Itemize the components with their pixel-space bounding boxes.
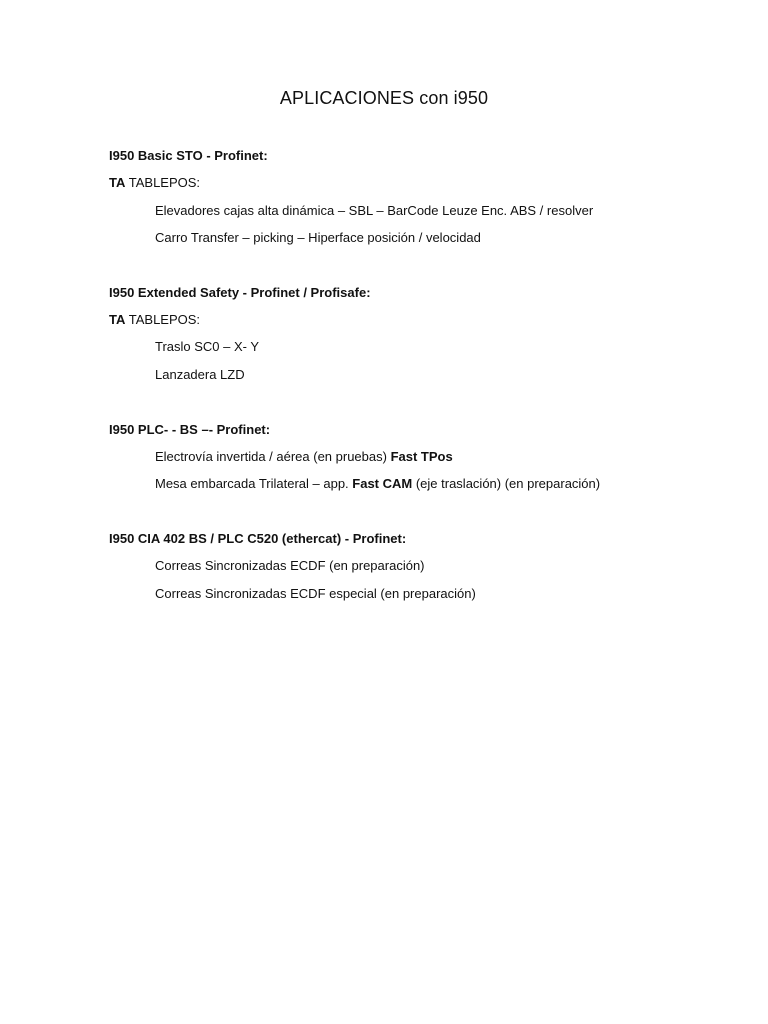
list-item-text: Mesa embarcada Trilateral – app. [155, 476, 353, 491]
page-title: APLICACIONES con i950 [279, 88, 489, 108]
list-item [155, 229, 481, 247]
group-label-tablepos [109, 311, 200, 329]
list-item-text-after: (eje traslación) (en preparación) [412, 476, 601, 491]
list-item-text: Correas Sincronizadas ECDF (en preparación) [155, 558, 425, 573]
section-heading-plc-bs [109, 421, 270, 439]
list-item [155, 475, 600, 493]
list-item-text: Elevadores cajas alta dinámica – SBL – BarCode Leuze Enc. ABS / resolver [155, 203, 594, 218]
list-item-text: Lanzadera LZD [155, 367, 245, 382]
group-label-bold: TA [109, 175, 126, 190]
list-item [155, 202, 593, 220]
list-item-bold: Fast CAM [352, 476, 413, 491]
list-item [155, 338, 259, 356]
section-heading-text: I950 PLC- - BS –- Profinet: [109, 422, 271, 437]
group-label-rest: TABLEPOS: [125, 312, 201, 327]
list-item-text: Traslo SC0 – X- Y [155, 339, 260, 354]
list-item-text: Electrovía invertida / aérea (en pruebas) [155, 449, 391, 464]
section-heading-basic-sto [109, 147, 268, 165]
section-heading-text: I950 Basic STO - Profinet: [109, 148, 268, 163]
list-item-text: Carro Transfer – picking – Hiperface posición / velocidad [155, 230, 481, 245]
section-heading-cia402 [109, 530, 406, 548]
group-label-bold: TA [109, 312, 126, 327]
list-item [155, 366, 245, 384]
list-item [155, 557, 425, 575]
section-heading-extended-safety [109, 284, 371, 302]
list-item-bold: Fast TPos [390, 449, 453, 464]
group-label-tablepos [109, 174, 200, 192]
group-label-rest: TABLEPOS: [125, 175, 201, 190]
section-heading-text: I950 CIA 402 BS / PLC C520 (ethercat) - Profinet: [109, 531, 407, 546]
section-heading-text: I950 Extended Safety - Profinet / Profisafe: [109, 285, 371, 300]
list-item-text: Correas Sincronizadas ECDF especial (en preparación) [155, 586, 476, 601]
list-item [155, 585, 476, 603]
list-item [155, 448, 453, 466]
